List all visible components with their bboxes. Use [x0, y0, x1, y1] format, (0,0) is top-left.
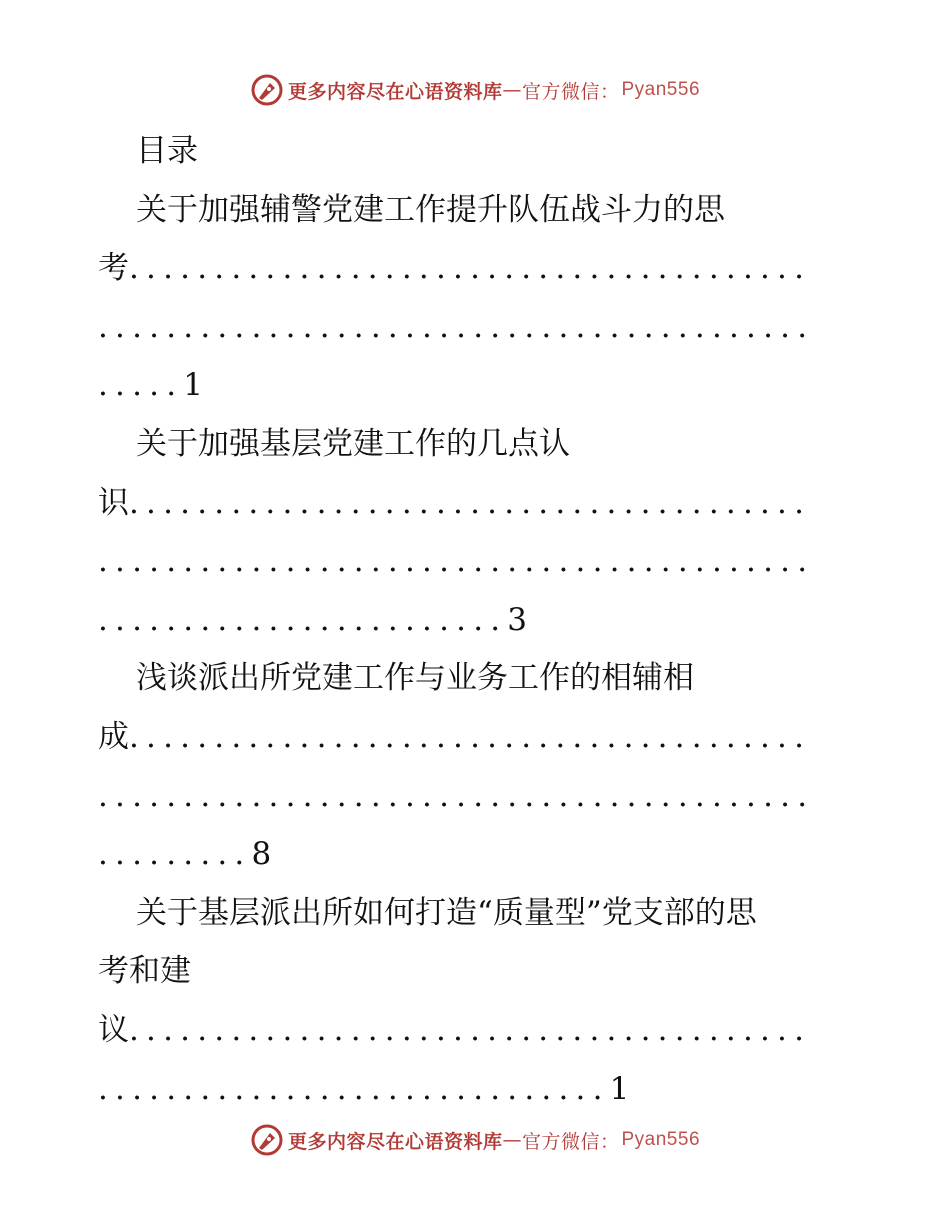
watermark-wechat-label: 官方微信： — [521, 80, 620, 103]
toc-line: .......................................... — [98, 308, 815, 345]
watermark-separator: — — [502, 79, 522, 101]
toc-line: 考和建 — [98, 953, 191, 990]
toc-line: ..............................1 — [98, 1070, 630, 1107]
watermark-site-name: 更多内容尽在心语资料库 — [287, 1130, 503, 1153]
toc-line: .....1 — [98, 367, 204, 404]
toc-line: 浅谈派出所党建工作与业务工作的相辅相 — [136, 660, 694, 697]
watermark-wechat-id: Pyan556 — [621, 1129, 701, 1150]
toc-line: .......................................... — [98, 543, 815, 580]
toc-line: 成........................................ — [98, 718, 812, 755]
watermark-wechat-id: Pyan556 — [621, 79, 701, 100]
toc-line: 关于基层派出所如何打造“质量型”党支部的思 — [136, 894, 757, 931]
toc-lines — [98, 181, 854, 1119]
table-of-contents — [98, 122, 854, 1118]
toc-line: .......................................... — [98, 777, 815, 814]
toc-line: 议........................................ — [98, 1011, 812, 1048]
bottom-watermark-banner — [0, 1120, 950, 1160]
pen-nib-logo-icon — [250, 1123, 284, 1157]
watermark-wechat-label: 官方微信： — [521, 1130, 620, 1153]
toc-line: 识........................................ — [98, 484, 812, 521]
toc-line: 考........................................ — [98, 250, 812, 287]
top-watermark-banner — [0, 70, 950, 110]
toc-line: 关于加强辅警党建工作提升队伍战斗力的思 — [136, 191, 725, 228]
watermark-site-name: 更多内容尽在心语资料库 — [287, 80, 503, 103]
watermark-separator: — — [502, 1129, 522, 1151]
toc-line: ........................3 — [98, 601, 528, 638]
toc-heading: 目录 — [136, 133, 198, 169]
pen-nib-logo-icon — [250, 73, 284, 107]
toc-line: 关于加强基层党建工作的几点认 — [136, 425, 570, 462]
toc-line: .........8 — [98, 836, 272, 873]
